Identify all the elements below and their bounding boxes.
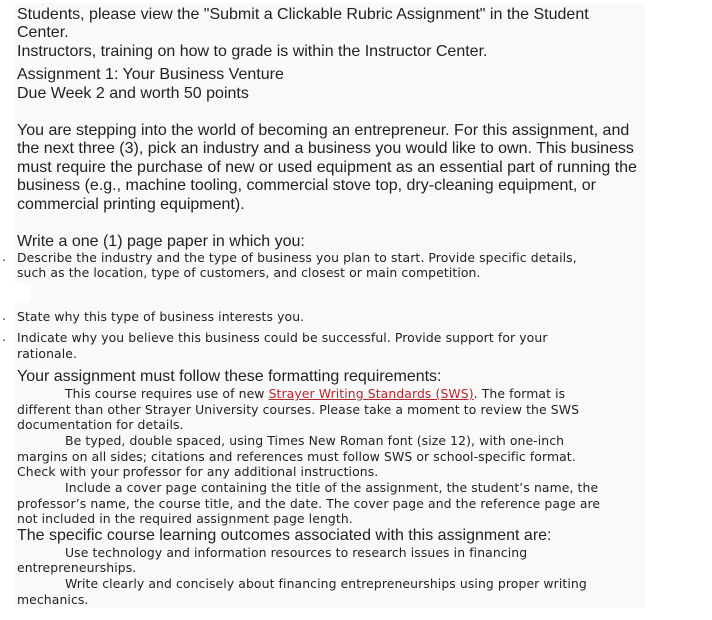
task-item: Indicate why you believe this business could be successful. Provide support for your bbox=[17, 330, 548, 345]
bullet-marker: . bbox=[2, 330, 6, 344]
formatting-req bbox=[17, 386, 565, 402]
formatting-heading: Your assignment must follow these formatting requirements: bbox=[17, 368, 442, 385]
formatting-req: professor’s name, the course title, and the date. The cover page and the reference page are bbox=[17, 496, 601, 511]
task-item: rationale. bbox=[17, 346, 78, 361]
assignment-document bbox=[2, 3, 645, 608]
bullet-marker: . bbox=[2, 250, 6, 264]
intro-line: Center. bbox=[17, 24, 69, 41]
description-line: business (e.g., machine tooling, commercial stove top, dry-cleaning equipment, or bbox=[17, 177, 596, 194]
req-text: This course requires use of new bbox=[65, 386, 269, 401]
description-line: must require the purchase of new or used equipment as an essential part of running the bbox=[17, 159, 637, 176]
formatting-req: different than other Strayer University courses. Please take a moment to review the SWS bbox=[17, 402, 580, 417]
description-line: You are stepping into the world of becoming an entrepreneur. For this assignment, and bbox=[17, 122, 630, 139]
formatting-req: margins on all sides; citations and references must follow SWS or school-specific format. bbox=[17, 449, 576, 464]
outcome-text: Use technology and information resources to research issues in financing bbox=[65, 545, 528, 560]
formatting-req bbox=[17, 433, 564, 449]
outcome-item: mechanics. bbox=[17, 592, 89, 607]
description-line: commercial printing equipment). bbox=[17, 196, 245, 213]
assignment-due: Due Week 2 and worth 50 points bbox=[17, 85, 249, 102]
formatting-req: documentation for details. bbox=[17, 417, 184, 432]
sws-link[interactable]: Strayer Writing Standards (SWS) bbox=[268, 386, 474, 401]
intro-line: Students, please view the "Submit a Clickable Rubric Assignment" in the Student bbox=[17, 6, 589, 23]
task-item: Describe the industry and the type of business you plan to start. Provide specific details, bbox=[17, 250, 577, 265]
req-text: Include a cover page containing the title of the assignment, the student’s name, the bbox=[65, 480, 599, 495]
task-heading: Write a one (1) page paper in which you: bbox=[17, 233, 305, 250]
formatting-req: not included in the required assignment page length. bbox=[17, 511, 353, 526]
description-line: the next three (3), pick an industry and a business you would like to own. This business bbox=[17, 140, 634, 157]
formatting-req: Check with your professor for any additional instructions. bbox=[17, 464, 379, 479]
outcome-item bbox=[17, 576, 587, 592]
outcome-item: entrepreneurships. bbox=[17, 560, 137, 575]
formatting-req bbox=[17, 480, 598, 496]
assignment-title: Assignment 1: Your Business Venture bbox=[17, 66, 284, 83]
bullet-marker: . bbox=[2, 309, 6, 323]
outcome-text: Write clearly and concisely about financing entrepreneurships using proper writing bbox=[65, 576, 587, 591]
task-item: such as the location, type of customers, and closest or main competition. bbox=[17, 265, 481, 280]
outcome-item bbox=[17, 545, 527, 561]
task-item: State why this type of business interests you. bbox=[17, 309, 305, 324]
req-text: Be typed, double spaced, using Times New Roman font (size 12), with one-inch bbox=[65, 433, 565, 448]
gap-divider bbox=[15, 283, 31, 303]
outcomes-heading: The specific course learning outcomes associated with this assignment are: bbox=[17, 527, 552, 544]
req-text: . The format is bbox=[473, 386, 566, 401]
intro-line: Instructors, training on how to grade is within the Instructor Center. bbox=[17, 43, 488, 60]
